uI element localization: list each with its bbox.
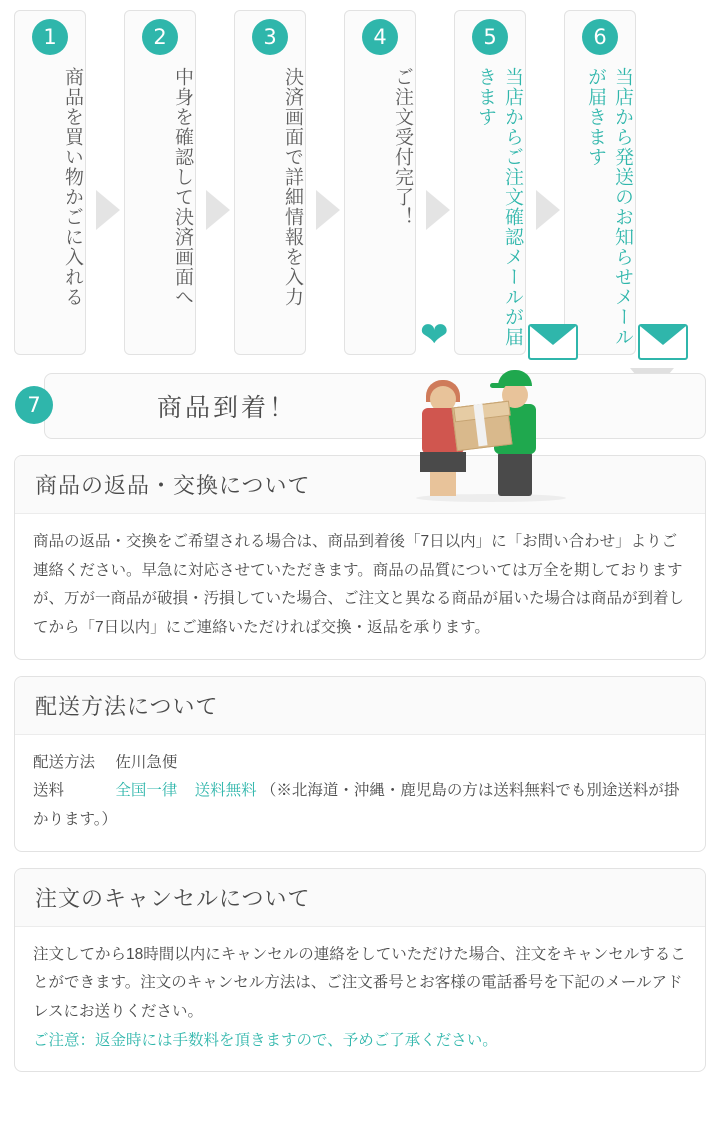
- shipping-fee-row: [33, 777, 687, 834]
- panel-cancel: [14, 868, 706, 1073]
- shipping-method-value: 佐川急便: [115, 753, 178, 771]
- shipping-fee-note: （※北海道・沖縄・鹿児島の方は送料無料でも別途送料が掛かります。）: [33, 782, 680, 829]
- step-number-badge: 4: [362, 19, 398, 55]
- flow-step-3: [234, 10, 306, 355]
- arrow-right-icon: [426, 190, 450, 230]
- step-label: 商品を買い物かごに入れる: [62, 67, 83, 307]
- arrow-right-icon: [316, 190, 340, 230]
- panel-text: 注文してから18時間以内にキャンセルの連絡をしていただけた場合、注文をキャンセルすることができます。注文のキャンセル方法は、ご注文番号とお客様の電話番号を下記のメールアドレスにお送りください。: [33, 945, 686, 1021]
- shipping-fee-free: 送料無料: [194, 782, 257, 800]
- step-label: 中身を確認して決済画面へ: [172, 67, 193, 307]
- flow-step-4: [344, 10, 416, 355]
- heart-icon: ❤: [420, 316, 449, 354]
- step-number-badge: 1: [32, 19, 68, 55]
- flow-step-2: [124, 10, 196, 355]
- panel-title: 注文のキャンセルについて: [15, 869, 705, 927]
- envelope-icon: [638, 324, 688, 360]
- panel-body: [15, 735, 705, 851]
- panel-shipping: [14, 676, 706, 852]
- flow-step-7: [27, 373, 706, 439]
- panel-body: [15, 514, 705, 659]
- shipping-fee-label: 送料: [33, 782, 65, 800]
- delivery-illustration: [408, 368, 588, 498]
- arrow-right-icon: [96, 190, 120, 230]
- step-label: ご注文受付完了！: [392, 67, 413, 227]
- step-label: 決済画面で詳細情報を入力: [282, 67, 303, 307]
- panel-returns: [14, 455, 706, 660]
- flow-step-5: [454, 10, 526, 355]
- step-number-badge: 6: [582, 19, 618, 55]
- arrow-right-icon: [206, 190, 230, 230]
- step-number-badge: 7: [15, 386, 53, 424]
- arrow-right-icon: [536, 190, 560, 230]
- flow-step-6: [564, 10, 636, 355]
- shipping-method-row: [33, 749, 687, 778]
- shipping-fee-area: 全国一律: [115, 782, 178, 800]
- step-label: 当店からご注文確認メールが届きます: [475, 67, 523, 347]
- step-label: 当店から発送のお知らせメールが届きます: [585, 67, 633, 347]
- panel-body: [15, 927, 705, 1072]
- flow-step-1: [14, 10, 86, 355]
- shipping-method-label: 配送方法: [33, 753, 96, 771]
- panel-text: 商品の返品・交換をご希望される場合は、商品到着後「7日以内」に「お問い合わせ」よりご連絡ください。早急に対応させていただきます。商品の品質については万全を期しておりますが、万が一商品が破損・汚損していた場合、ご注文と異なる商品が届いた場合は商品が到着してから「7日以内」にご連絡いただければ交換・返品を承ります。: [33, 533, 685, 637]
- step-number-badge: 2: [142, 19, 178, 55]
- step-number-badge: 3: [252, 19, 288, 55]
- panel-title: 商品の返品・交換について: [15, 456, 705, 514]
- order-flow: [0, 0, 720, 355]
- panel-title: 配送方法について: [15, 677, 705, 735]
- panel-notice: ご注意：返金時には手数料を頂きますので、予めご了承ください。: [33, 1031, 498, 1049]
- step-label: 商品到着！: [157, 394, 298, 422]
- envelope-icon: [528, 324, 578, 360]
- step-number-badge: 5: [472, 19, 508, 55]
